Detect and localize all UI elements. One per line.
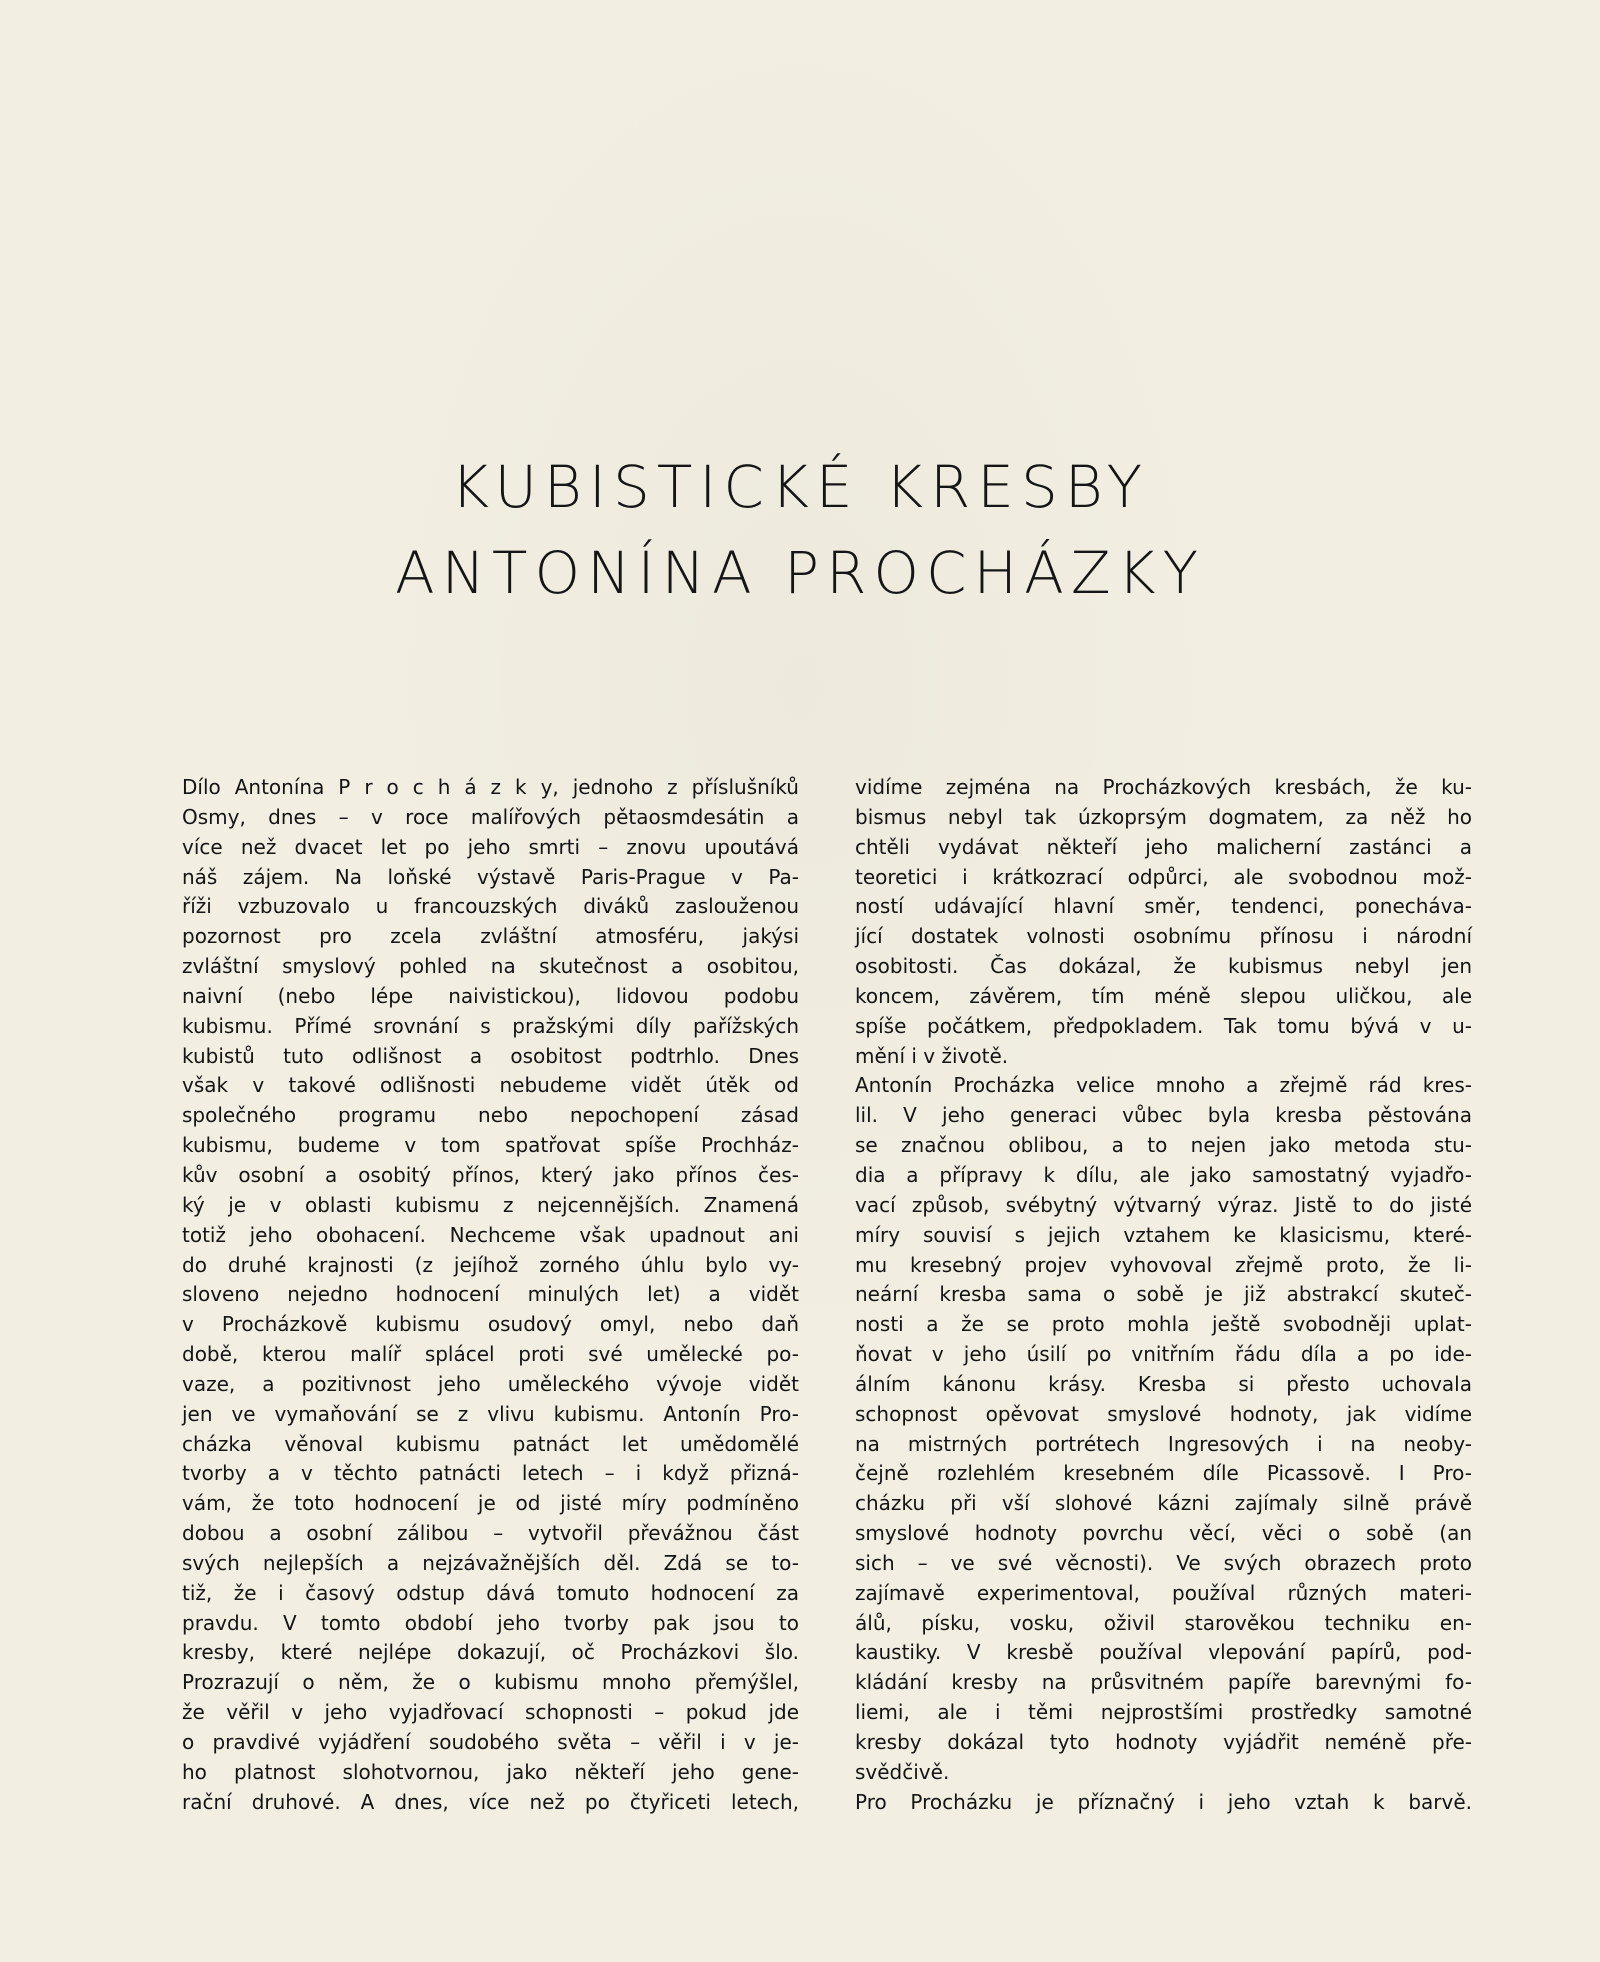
text-line: kládání kresby na průsvitném papíře barevnými fo- (855, 1670, 1472, 1695)
text-line: více než dvacet let po jeho smrti – znovu upoutává (182, 834, 799, 859)
text-line: Pro Procházku je příznačný i jeho vztah k barvě. (855, 1789, 1472, 1814)
text-line: Dílo Antonína P r o c h á z k y, jednoho z příslušníků (182, 775, 799, 799)
text-line: schopnost opěvovat smyslové hodnoty, jak vidíme (855, 1401, 1472, 1426)
text-line: totiž jeho obohacení. Nechceme však upadnout ani (182, 1222, 799, 1247)
text-line: zvláštní smyslový pohled na skutečnost a osobitou, (182, 954, 799, 979)
text-line: kubistů tuto odlišnost a osobitost podtrhlo. Dnes (182, 1043, 799, 1068)
text-line: náš zájem. Na loňské výstavě Paris-Prague v Pa- (182, 864, 799, 889)
text-line: rační druhové. A dnes, více než po čtyřiceti letech, (182, 1789, 799, 1814)
title-line-1: KUBISTICKÉ KRESBY (450, 453, 1149, 521)
text-line: spíše počátkem, předpokladem. Tak tomu bývá v u- (855, 1013, 1472, 1038)
text-line: v Procházkově kubismu osudový omyl, nebo daň (182, 1312, 799, 1337)
text-line: smyslové hodnoty povrchu věcí, věci o sobě (an (855, 1521, 1472, 1546)
text-line: vaze, a pozitivnost jeho uměleckého vývoje vidět (182, 1371, 799, 1396)
text-line: mění i v životě. (855, 1043, 1009, 1068)
text-line: jící dostatek volnosti osobnímu přínosu i národní (855, 924, 1472, 949)
text-line: dia a přípravy k dílu, ale jako samostatný vyjadřo- (855, 1162, 1472, 1187)
text-line: společného programu nebo nepochopení zásad (182, 1103, 799, 1128)
text-line: vací způsob, svébytný výtvarný výraz. Jistě to do jisté (855, 1192, 1472, 1217)
text-line: nosti a že se proto mohla ještě svobodněji uplat- (855, 1312, 1472, 1337)
text-line: tiž, že i časový odstup dává tomuto hodnocení za (182, 1580, 799, 1605)
text-line: míry souvisí s jejich vztahem ke klasicismu, které- (855, 1222, 1472, 1247)
text-line: na mistrných portrétech Ingresových i na neoby- (855, 1431, 1472, 1456)
text-line: koncem, závěrem, tím méně slepou uličkou, ale (855, 983, 1472, 1008)
left-text-column (182, 773, 799, 1818)
text-line: osobitosti. Čas dokázal, že kubismus nebyl jen (855, 954, 1472, 979)
text-line: cházka věnoval kubismu patnáct let umědomělé (182, 1431, 799, 1456)
text-line: dobou a osobní zálibou – vytvořil převážnou část (182, 1521, 799, 1546)
text-line: tvorby a v těchto patnácti letech – i když přizná- (182, 1461, 799, 1486)
text-line: sloveno nejedno hodnocení minulých let) a vidět (182, 1282, 799, 1307)
text-line: ho platnost slohotvornou, jako někteří jeho gene- (182, 1759, 799, 1784)
text-line: ností udávající hlavní směr, tendenci, ponecháva- (855, 894, 1472, 919)
text-line: kubismu. Přímé srovnání s pražskými díly pařížských (182, 1013, 799, 1038)
text-line: svých nejlepších a nejzávažnějších děl. Zdá se to- (182, 1550, 799, 1575)
text-line: álním kánonu krásy. Kresba si přesto uchovala (855, 1371, 1472, 1396)
text-line: se značnou oblibou, a to nejen jako metoda stu- (855, 1133, 1472, 1158)
text-line: lil. V jeho generaci vůbec byla kresba pěstována (855, 1103, 1472, 1128)
text-line: álů, písku, vosku, oživil starověkou techniku en- (855, 1610, 1472, 1635)
text-line: ňovat v jeho úsilí po vnitřním řádu díla a po ide- (855, 1342, 1472, 1367)
text-line: svědčivě. (855, 1759, 950, 1784)
text-line: cházku při vší slohové kázni zajímaly silně právě (855, 1491, 1472, 1516)
text-line: vidíme zejména na Procházkových kresbách, že ku- (855, 775, 1472, 799)
text-line: pravdu. V tomto období jeho tvorby pak jsou to (182, 1610, 799, 1635)
text-line: době, kterou malíř splácel proti své umělecké po- (182, 1342, 799, 1367)
text-line: kaustiky. V kresbě používal vlepování papírů, pod- (855, 1640, 1472, 1665)
text-line: liemi, ale i těmi nejprostšími prostředky samotné (855, 1700, 1472, 1725)
text-line: kresby dokázal tyto hodnoty vyjádřit neméně pře- (855, 1730, 1472, 1754)
text-line: Antonín Procházka velice mnoho a zřejmě rád kres- (855, 1073, 1472, 1098)
text-line: vám, že toto hodnocení je od jisté míry podmíněno (182, 1491, 799, 1516)
text-line: do druhé krajnosti (z jejíhož zorného úhlu bylo vy- (182, 1252, 799, 1277)
text-line: říži vzbuzovalo u francouzských diváků zaslouženou (182, 894, 799, 919)
title-line-2: ANTONÍNA PROCHÁZKY (394, 539, 1206, 607)
text-line: sich – ve své věcnosti). Ve svých obrazech proto (855, 1550, 1472, 1575)
text-line: mu kresebný projev vyhovoval zřejmě proto, že li- (855, 1252, 1472, 1277)
text-line: ký je v oblasti kubismu z nejcennějších. Znamená (182, 1192, 799, 1217)
text-line: zajímavě experimentoval, používal různých materi- (855, 1580, 1472, 1605)
text-line: teoretici i krátkozrací odpůrci, ale svobodnou mož- (855, 864, 1472, 889)
text-line: chtěli vydávat někteří jeho malicherní zastánci a (855, 834, 1472, 859)
text-line: však v takové odlišnosti nebudeme vidět útěk od (182, 1073, 799, 1098)
text-line: kubismu, budeme v tom spatřovat spíše Prochház- (182, 1133, 799, 1158)
text-line: pozornost pro zcela zvláštní atmosféru, jakýsi (182, 924, 799, 949)
text-line: jen ve vymaňování se z vlivu kubismu. Antonín Pro- (182, 1401, 799, 1426)
text-line: Prozrazují o něm, že o kubismu mnoho přemýšlel, (182, 1670, 799, 1695)
text-line: o pravdivé vyjádření soudobého světa – věřil i v je- (182, 1730, 799, 1754)
text-line: že věřil v jeho vyjadřovací schopnosti – pokud jde (182, 1700, 799, 1725)
text-line: neární kresba sama o sobě je již abstrakcí skuteč- (855, 1282, 1472, 1307)
text-line: kův osobní a osobitý přínos, který jako přínos čes- (182, 1162, 799, 1187)
right-text-column (855, 773, 1472, 1818)
text-line: Osmy, dnes – v roce malířových pětaosmdesátin a (182, 804, 799, 829)
text-line: bismus nebyl tak úzkoprsým dogmatem, za něž ho (855, 804, 1472, 829)
text-line: kresby, které nejlépe dokazují, oč Procházkovi šlo. (182, 1640, 799, 1665)
text-line: naivní (nebo lépe naivistickou), lidovou podobu (182, 983, 799, 1008)
text-line: čejně rozlehlém kresebném díle Picassově. I Pro- (855, 1461, 1472, 1486)
